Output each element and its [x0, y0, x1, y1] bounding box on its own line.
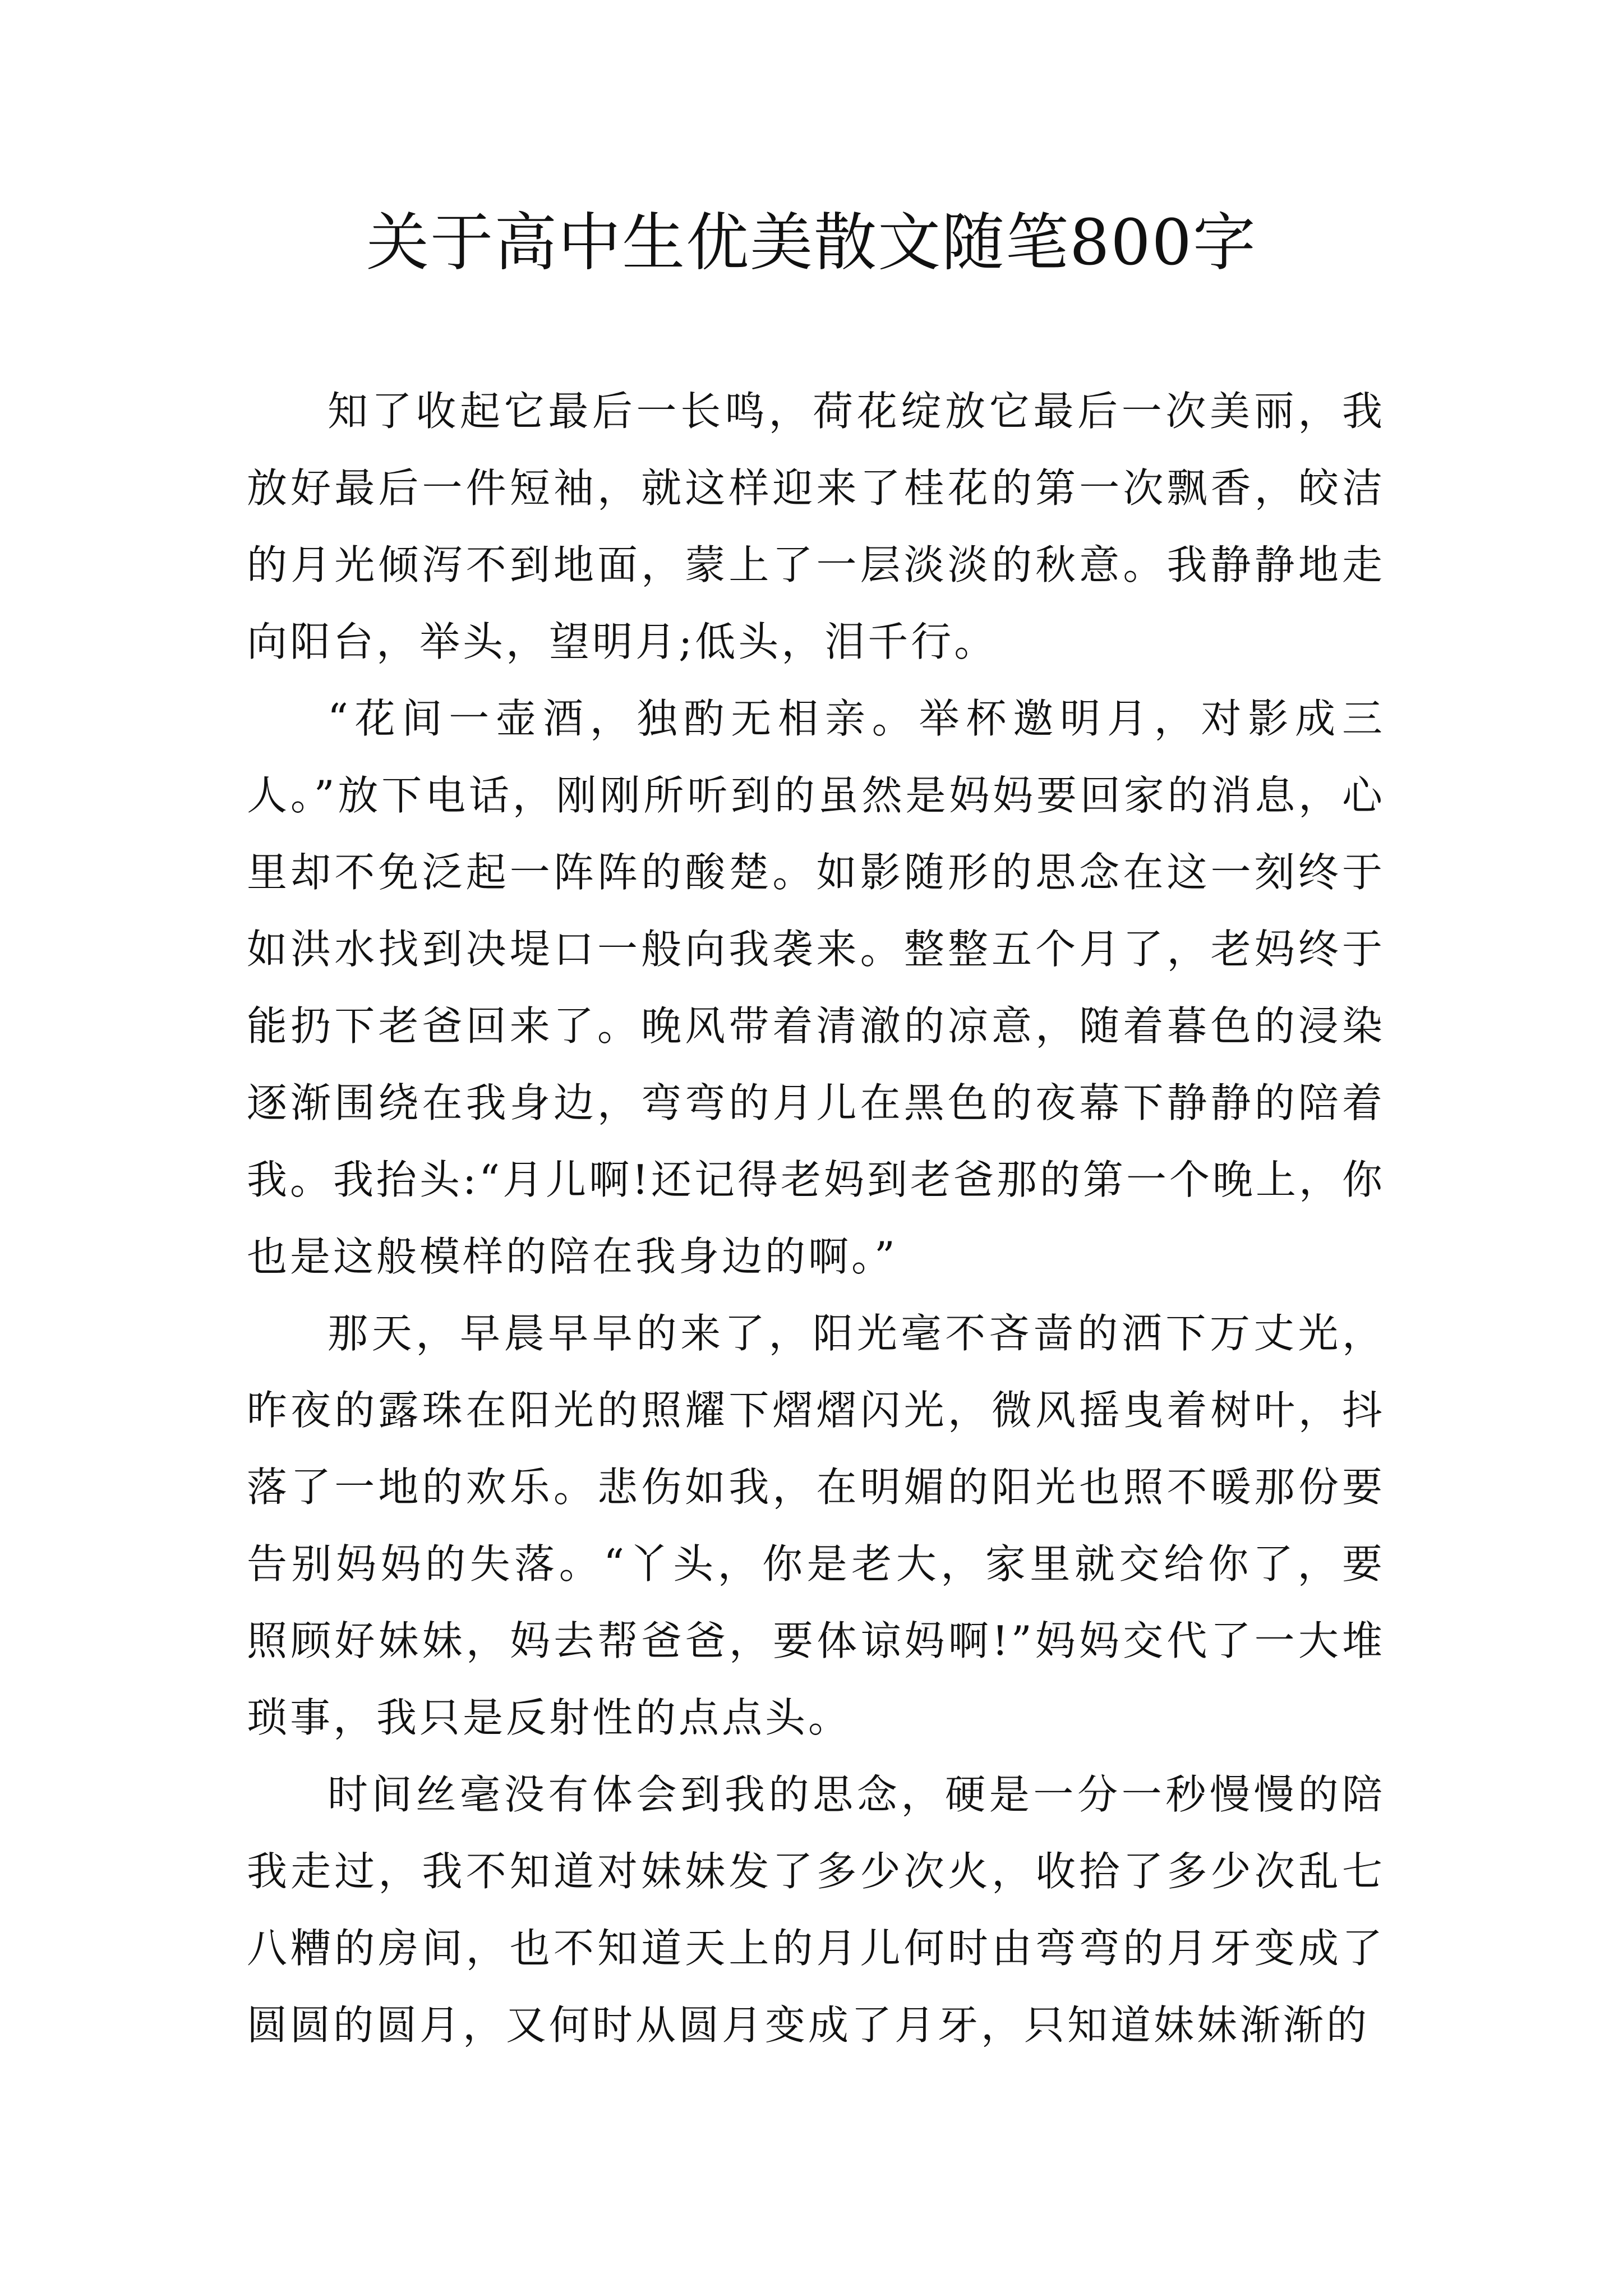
paragraph-2: “花间一壶酒，独酌无相亲。举杯邀明月，对影成三人。”放下电话，刚刚所听到的虽然是妈妈要回家的消息，心里却不免泛起一阵阵的酸楚。如影随形的思念在这一刻终于如洪水找到决堤口一般向我袭来。整整五个月了，老妈终于能扔下老爸回来了。晚风带着清澈的凉意，随着暮色的浸染逐渐围绕在我身边，弯弯的月儿在黑色的夜幕下静静的陪着我。我抬头:“月儿啊!还记得老妈到老爸那的第一个晚上，你也是这般模样的陪在我身边的啊。” — [247, 695, 1386, 1280]
paragraph-3: 那天，早晨早早的来了，阳光毫不吝啬的洒下万丈光，昨夜的露珠在阳光的照耀下熠熠闪光，微风摇曳着树叶，抖落了一地的欢乐。悲伤如我，在明媚的阳光也照不暖那份要告别妈妈的失落。“丫头，你是老大，家里就交给你了，要照顾好妹妹，妈去帮爸爸，要体谅妈啊!”妈妈交代了一大堆琐事，我只是反射性的点点头。 — [247, 1310, 1385, 1741]
document-body — [247, 373, 1385, 2064]
document-title: 关于高中生优美散文随笔800字 — [366, 206, 1257, 279]
paragraph-4: 时间丝毫没有体会到我的思念，硬是一分一秒慢慢的陪我走过，我不知道对妹妹发了多少次火，收拾了多少次乱七八糟的房间，也不知道天上的月儿何时由弯弯的月牙变成了圆圆的圆月，又何时从圆月变成了月牙，只知道妹妹渐渐的 — [247, 1771, 1385, 2049]
paragraph-1: 知了收起它最后一长鸣，荷花绽放它最后一次美丽，我放好最后一件短袖，就这样迎来了桂花的第一次飘香，皎洁的月光倾泻不到地面，蒙上了一层淡淡的秋意。我静静地走向阳台，举头，望明月;低头，泪千行。 — [247, 388, 1385, 665]
